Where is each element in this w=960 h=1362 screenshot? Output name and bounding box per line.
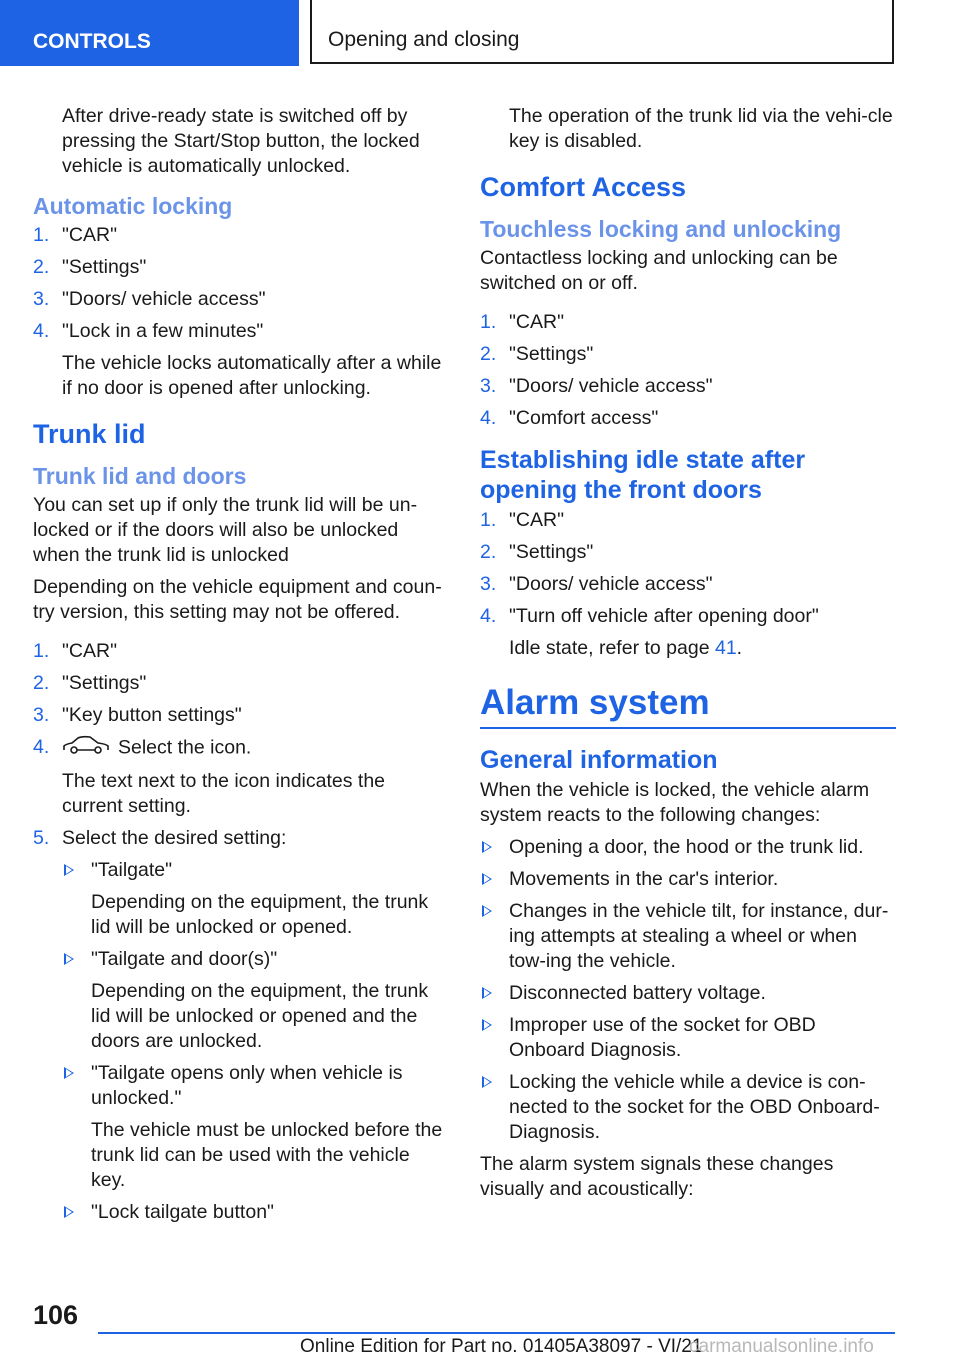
step-number: 1. bbox=[33, 224, 50, 246]
list-item bbox=[480, 406, 896, 431]
step-number: 2. bbox=[33, 672, 50, 694]
automatic-locking-heading: Automatic locking bbox=[33, 193, 233, 219]
list-item bbox=[33, 223, 449, 248]
step-note: The text next to the icon indicates the current setting. bbox=[62, 770, 386, 817]
bullet-triangle-icon bbox=[482, 841, 492, 853]
list-item bbox=[62, 1200, 449, 1225]
step-text: "Doors/ vehicle access" bbox=[62, 288, 266, 310]
list-item bbox=[33, 255, 449, 280]
idle-note bbox=[509, 636, 896, 661]
intro-paragraph-right: The operation of the trunk lid via the vehi‐cle key is disabled. bbox=[509, 105, 893, 152]
list-item bbox=[33, 735, 449, 819]
list-item bbox=[480, 1013, 896, 1063]
list-item bbox=[480, 508, 896, 533]
list-item bbox=[480, 310, 896, 335]
list-item bbox=[33, 639, 449, 664]
trunk-lid-doors-heading: Trunk lid and doors bbox=[33, 463, 247, 489]
list-item bbox=[33, 671, 449, 696]
bullet-triangle-icon bbox=[482, 1019, 492, 1031]
comfort-steps bbox=[480, 310, 896, 431]
note-text: Idle state, refer to page bbox=[509, 637, 715, 659]
step-text: Select the desired setting: bbox=[62, 827, 287, 849]
option-note: The vehicle must be unlocked before the trunk lid can be used with the vehicle key. bbox=[91, 1119, 443, 1191]
list-item bbox=[480, 342, 896, 367]
page-number: 106 bbox=[33, 1300, 79, 1330]
step-text: Select the icon. bbox=[118, 736, 252, 759]
option-note: Depending on the equipment, the trunk lid will be unlocked or opened and the doors are unlocked. bbox=[91, 980, 429, 1052]
bullet-text: Movements in the car's interior. bbox=[509, 868, 779, 890]
intro-paragraph: After drive-ready state is switched off by pressing the Start/Stop button, the locked vehicle is automatically unlocked. bbox=[62, 105, 420, 177]
touchless-heading: Touchless locking and unlocking bbox=[480, 216, 842, 242]
edition-text: Online Edition for Part no. 01405A38097 - VI/21 bbox=[300, 1336, 703, 1357]
bullet-text: Opening a door, the hood or the trunk lid. bbox=[509, 836, 864, 858]
step-note: The vehicle locks automatically after a while if no door is opened after unlocking. bbox=[62, 352, 442, 399]
alarm-system-heading: Alarm system bbox=[480, 683, 896, 729]
step-text: "CAR" bbox=[62, 640, 118, 662]
list-item bbox=[33, 703, 449, 728]
step-text: "Comfort access" bbox=[509, 407, 659, 429]
list-item bbox=[480, 604, 896, 661]
trunk-steps bbox=[33, 639, 449, 851]
list-item bbox=[33, 287, 449, 312]
bullet-text: Disconnected battery voltage. bbox=[509, 982, 766, 1004]
list-item bbox=[480, 867, 896, 892]
automatic-locking-steps bbox=[33, 223, 449, 401]
bullet-text: Improper use of the socket for OBD Onboard Diagnosis. bbox=[509, 1014, 816, 1061]
step-text: "Settings" bbox=[509, 541, 594, 563]
idle-state-heading: Establishing idle state after opening the front doors bbox=[480, 446, 806, 504]
section-tab bbox=[0, 0, 299, 66]
bullet-triangle-icon bbox=[64, 864, 74, 876]
alarm-bullets bbox=[480, 835, 896, 1145]
trunk-paragraph-2: Depending on the vehicle equipment and coun‐try version, this setting may not be offered. bbox=[33, 576, 442, 623]
list-item bbox=[480, 540, 896, 565]
step-text: "Settings" bbox=[509, 343, 594, 365]
bullet-triangle-icon bbox=[64, 953, 74, 965]
step-number: 2. bbox=[480, 541, 497, 563]
option-label: "Tailgate" bbox=[91, 859, 173, 881]
bullet-triangle-icon bbox=[482, 987, 492, 999]
alarm-paragraph: When the vehicle is locked, the vehicle alarm system reacts to the following changes: bbox=[480, 779, 870, 826]
step-number: 3. bbox=[480, 573, 497, 595]
step-text: "Doors/ vehicle access" bbox=[509, 375, 713, 397]
setting-options bbox=[62, 858, 449, 1225]
list-item bbox=[33, 319, 449, 401]
footer-divider bbox=[98, 1332, 895, 1334]
right-column bbox=[480, 104, 896, 1209]
step-number: 2. bbox=[33, 256, 50, 278]
step-number: 3. bbox=[33, 288, 50, 310]
trunk-paragraph-1: You can set up if only the trunk lid will be un‐locked or if the doors will also be unlocked when the trunk lid is unlocked bbox=[33, 494, 418, 566]
list-item bbox=[33, 826, 449, 851]
step-number: 5. bbox=[33, 827, 50, 849]
bullet-text: Changes in the vehicle tilt, for instance, dur‐ing attempts at stealing a wheel or when tow‐ing the vehicle. bbox=[509, 900, 889, 972]
step-number: 4. bbox=[33, 320, 50, 342]
chapter-tab bbox=[310, 0, 894, 64]
step-number: 1. bbox=[480, 509, 497, 531]
step-text: "Key button settings" bbox=[62, 704, 242, 726]
left-column bbox=[33, 104, 449, 1232]
option-label: "Lock tailgate button" bbox=[91, 1201, 274, 1223]
list-item bbox=[480, 981, 896, 1006]
step-number: 4. bbox=[480, 605, 497, 627]
step-text: "CAR" bbox=[62, 224, 118, 246]
step-number: 3. bbox=[33, 704, 50, 726]
list-item bbox=[62, 1061, 449, 1193]
step-text: "Lock in a few minutes" bbox=[62, 320, 264, 342]
alarm-closing: The alarm system signals these changes visually and acoustically: bbox=[480, 1153, 834, 1200]
bullet-triangle-icon bbox=[482, 873, 492, 885]
step-number: 1. bbox=[33, 640, 50, 662]
section-tab-label: CONTROLS bbox=[33, 30, 151, 53]
step-number: 4. bbox=[480, 407, 497, 429]
chapter-tab-label: Opening and closing bbox=[328, 28, 520, 51]
step-text: "CAR" bbox=[509, 311, 565, 333]
trunk-lid-heading: Trunk lid bbox=[33, 419, 146, 449]
idle-steps bbox=[480, 508, 896, 661]
step-number: 1. bbox=[480, 311, 497, 333]
step-text: "Settings" bbox=[62, 256, 147, 278]
step-text: "Turn off vehicle after opening door" bbox=[509, 605, 819, 627]
bullet-triangle-icon bbox=[64, 1067, 74, 1079]
step-text: "Settings" bbox=[62, 672, 147, 694]
list-item bbox=[62, 858, 449, 940]
step-number: 4. bbox=[33, 736, 50, 758]
note-suffix: . bbox=[736, 637, 743, 659]
step-text: "Doors/ vehicle access" bbox=[509, 573, 713, 595]
list-item bbox=[480, 1070, 896, 1145]
step-number: 3. bbox=[480, 375, 497, 397]
bullet-triangle-icon bbox=[482, 905, 492, 917]
bullet-triangle-icon bbox=[64, 1206, 74, 1218]
comfort-paragraph: Contactless locking and unlocking can be switched on or off. bbox=[480, 247, 838, 294]
page-link[interactable]: 41 bbox=[714, 637, 737, 659]
list-item bbox=[480, 835, 896, 860]
list-item bbox=[480, 374, 896, 399]
car-key-icon bbox=[62, 735, 110, 762]
step-number: 2. bbox=[480, 343, 497, 365]
list-item bbox=[62, 947, 449, 1054]
general-information-heading: General information bbox=[480, 746, 718, 774]
step-text: "CAR" bbox=[509, 509, 565, 531]
option-note: Depending on the equipment, the trunk lid will be unlocked or opened. bbox=[91, 891, 429, 938]
watermark: carmanualsonline.info bbox=[689, 1336, 874, 1357]
comfort-access-heading: Comfort Access bbox=[480, 172, 687, 202]
option-label: "Tailgate opens only when vehicle is unlocked." bbox=[91, 1062, 403, 1109]
list-item bbox=[480, 572, 896, 597]
list-item bbox=[480, 899, 896, 974]
bullet-text: Locking the vehicle while a device is con‐nected to the socket for the OBD Onboard-Diagnosis. bbox=[509, 1071, 880, 1143]
option-label: "Tailgate and door(s)" bbox=[91, 948, 278, 970]
bullet-triangle-icon bbox=[482, 1076, 492, 1088]
